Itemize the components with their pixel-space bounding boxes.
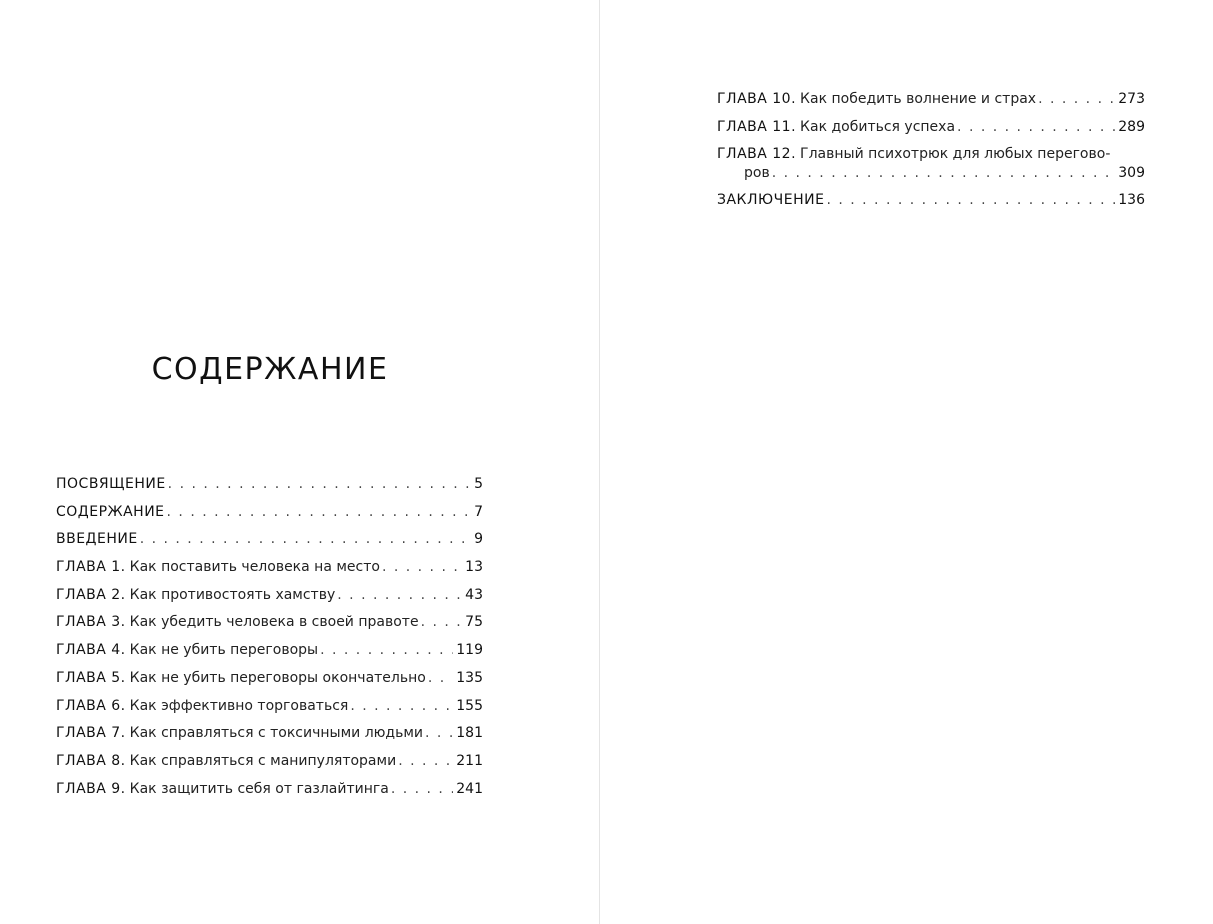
dot-leader — [396, 753, 453, 769]
toc-entry-page: 7 — [474, 503, 483, 520]
toc-entry-chapter-3[interactable] — [56, 614, 483, 642]
toc-entry-dedication[interactable] — [56, 476, 483, 504]
toc-entry-page: 13 — [465, 559, 483, 576]
toc-entry-label: ВВЕДЕНИЕ — [56, 531, 138, 548]
toc-entry-chapter-4[interactable] — [56, 642, 483, 670]
toc-entry-chapter-8[interactable] — [56, 753, 483, 781]
toc-entry-page: 136 — [1118, 192, 1145, 209]
toc-entry-chapter-5[interactable] — [56, 670, 483, 698]
dot-leader — [426, 670, 453, 686]
toc-entry-label: ГЛАВА 4. — [56, 642, 126, 659]
toc-entry-chapter-6[interactable] — [56, 698, 483, 726]
dot-leader — [824, 192, 1115, 208]
dot-leader — [1036, 91, 1115, 107]
dot-leader — [389, 781, 453, 797]
toc-entry-label: ГЛАВА 3. — [56, 614, 126, 631]
toc-entry-title: Как эффективно торговаться — [129, 697, 349, 714]
toc-entry-chapter-10[interactable] — [717, 91, 1145, 119]
toc-entry-page: 309 — [1118, 165, 1145, 182]
toc-entry-title: Как поставить человека на место — [129, 559, 380, 576]
toc-list-right — [717, 91, 1145, 220]
dot-leader — [166, 476, 471, 492]
toc-entry-contents[interactable] — [56, 504, 483, 532]
toc-entry-page: 135 — [456, 669, 483, 686]
toc-entry-label: ЗАКЛЮЧЕНИЕ — [717, 192, 825, 209]
dot-leader — [955, 119, 1115, 135]
dot-leader — [380, 559, 462, 575]
dot-leader — [423, 725, 453, 741]
toc-entry-chapter-11[interactable] — [717, 119, 1145, 147]
right-page — [600, 0, 1213, 924]
toc-list-left — [56, 476, 483, 808]
toc-entry-title: Как противостоять хамству — [129, 586, 336, 603]
toc-entry-label: ГЛАВА 11. — [717, 118, 797, 135]
toc-heading: СОДЕРЖАНИЕ — [151, 352, 389, 387]
toc-entry-page: 155 — [456, 697, 483, 714]
toc-entry-title-continued: ров — [744, 165, 770, 182]
toc-entry-label: ГЛАВА 12. — [717, 146, 797, 163]
toc-entry-title: Как справляться с манипуляторами — [129, 752, 397, 769]
toc-entry-page: 43 — [465, 586, 483, 603]
toc-entry-page: 289 — [1118, 118, 1145, 135]
dot-leader — [138, 531, 471, 547]
toc-entry-label: ГЛАВА 9. — [56, 780, 126, 797]
toc-entry-label: СОДЕРЖАНИЕ — [56, 503, 165, 520]
dot-leader — [165, 504, 472, 520]
toc-entry-page: 273 — [1118, 91, 1145, 107]
toc-entry-title: Как добиться успеха — [800, 118, 956, 135]
dot-leader — [335, 587, 462, 603]
toc-entry-chapter-7[interactable] — [56, 725, 483, 753]
toc-entry-label: ГЛАВА 7. — [56, 725, 126, 742]
toc-entry-label: ГЛАВА 1. — [56, 559, 126, 576]
dot-leader — [318, 642, 453, 658]
dot-leader — [419, 614, 463, 630]
toc-entry-chapter-12[interactable] — [717, 146, 1145, 192]
toc-entry-page: 75 — [465, 614, 483, 631]
toc-entry-label: ГЛАВА 2. — [56, 586, 126, 603]
toc-entry-label: ГЛАВА 8. — [56, 752, 126, 769]
toc-entry-page: 211 — [456, 752, 483, 769]
toc-entry-page: 241 — [456, 780, 483, 797]
toc-entry-title: Как убедить человека в своей правоте — [129, 614, 419, 631]
toc-entry-title: Как победить волнение и страх — [800, 91, 1037, 107]
dot-leader — [770, 165, 1116, 181]
left-page — [0, 0, 599, 924]
toc-entry-chapter-1[interactable] — [56, 559, 483, 587]
toc-entry-title: Как не убить переговоры — [129, 642, 319, 659]
dot-leader — [348, 698, 453, 714]
toc-entry-title: Как не убить переговоры окончательно — [129, 669, 426, 686]
toc-entry-introduction[interactable] — [56, 531, 483, 559]
toc-entry-title: Как справляться с токсичными людьми — [129, 725, 424, 742]
toc-entry-conclusion[interactable] — [717, 192, 1145, 220]
toc-entry-page: 9 — [474, 531, 483, 548]
toc-entry-page: 5 — [474, 476, 483, 492]
toc-entry-title: Как защитить себя от газлайтинга — [129, 780, 389, 797]
toc-entry-chapter-2[interactable] — [56, 587, 483, 615]
toc-entry-chapter-9[interactable] — [56, 781, 483, 809]
toc-entry-label: ГЛАВА 10. — [717, 91, 797, 107]
toc-entry-label: ПОСВЯЩЕНИЕ — [56, 476, 166, 492]
toc-entry-page: 181 — [456, 725, 483, 742]
toc-entry-label: ГЛАВА 6. — [56, 697, 126, 714]
toc-entry-title: Главный психотрюк для любых перегово- — [800, 146, 1111, 163]
toc-entry-label: ГЛАВА 5. — [56, 669, 126, 686]
toc-entry-page: 119 — [456, 642, 483, 659]
